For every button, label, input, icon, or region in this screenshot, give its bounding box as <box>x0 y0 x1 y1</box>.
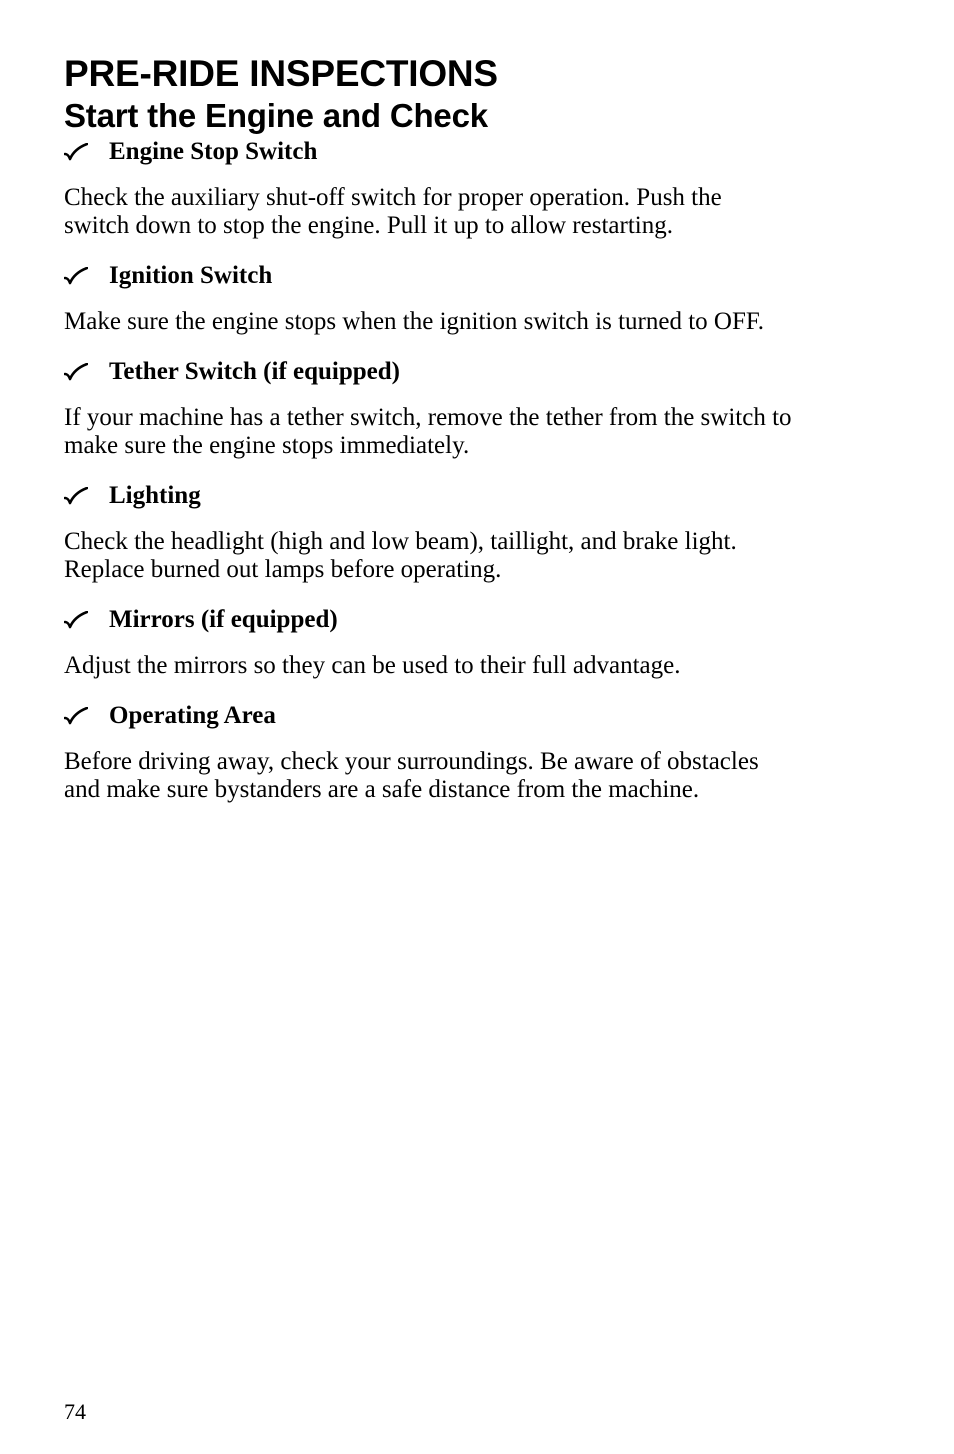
checklist-item-description <box>64 308 884 336</box>
checklist-item <box>64 356 884 460</box>
check-mark-icon <box>64 611 88 629</box>
description-line: and make sure bystanders are a safe distance from the machine. <box>64 776 700 803</box>
page-number: 74 <box>64 1399 86 1424</box>
checklist-item-header <box>64 604 884 636</box>
description-line: switch down to stop the engine. Pull it up to allow restarting. <box>64 212 673 239</box>
checklist-item-title: Lighting <box>109 482 201 509</box>
checklist-item-description <box>64 184 884 240</box>
document-page <box>64 52 884 824</box>
checklist-item-description <box>64 404 884 460</box>
check-mark-icon <box>64 267 88 285</box>
description-line: Replace burned out lamps before operating. <box>64 556 502 583</box>
description-line: Before driving away, check your surroundings. Be aware of obstacles <box>64 748 759 775</box>
checklist-item-description <box>64 652 884 680</box>
checklist-item-description <box>64 748 884 804</box>
description-line: make sure the engine stops immediately. <box>64 432 470 459</box>
checklist-item-header <box>64 136 884 168</box>
description-line: Check the headlight (high and low beam), taillight, and brake light. <box>64 528 737 555</box>
section-subtitle: Start the Engine and Check <box>64 97 488 134</box>
checklist-item <box>64 604 884 680</box>
checklist-item-header <box>64 480 884 512</box>
description-line: Make sure the engine stops when the ignition switch is turned to OFF. <box>64 308 764 335</box>
check-mark-icon <box>64 143 88 161</box>
checklist-item-title: Tether Switch (if equipped) <box>109 358 401 385</box>
description-line: Adjust the mirrors so they can be used to their full advantage. <box>64 652 681 679</box>
check-mark-icon <box>64 707 88 725</box>
checklist-item <box>64 136 884 240</box>
checklist-item <box>64 260 884 336</box>
description-line: Check the auxiliary shut-off switch for proper operation. Push the <box>64 184 722 211</box>
description-line: If your machine has a tether switch, remove the tether from the switch to <box>64 404 792 431</box>
checklist-item <box>64 700 884 804</box>
checklist-item-title: Operating Area <box>109 702 276 729</box>
checklist-item-description <box>64 528 884 584</box>
checklist-item-title: Mirrors (if equipped) <box>109 606 338 633</box>
check-mark-icon <box>64 363 88 381</box>
checklist-item-header <box>64 260 884 292</box>
check-mark-icon <box>64 487 88 505</box>
page-title: PRE-RIDE INSPECTIONS <box>64 53 498 94</box>
checklist-item-title: Ignition Switch <box>109 262 273 289</box>
checklist-item-header <box>64 356 884 388</box>
checklist-item <box>64 480 884 584</box>
checklist <box>64 136 884 804</box>
checklist-item-title: Engine Stop Switch <box>109 138 318 165</box>
checklist-item-header <box>64 700 884 732</box>
